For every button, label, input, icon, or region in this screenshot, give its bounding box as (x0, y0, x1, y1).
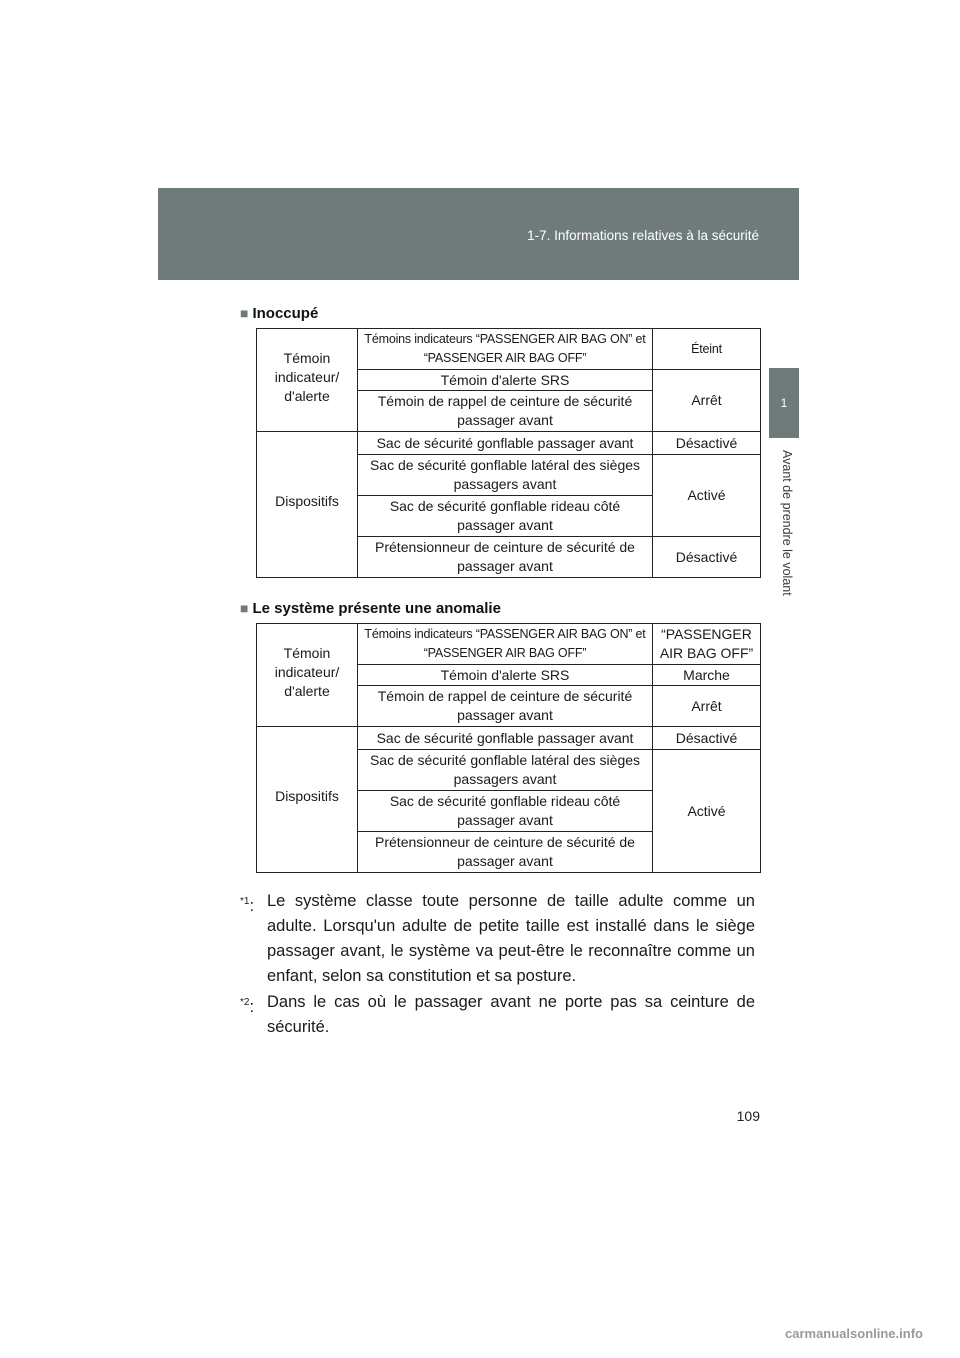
chapter-title: 1-7. Informations relatives à la sécurité (527, 228, 759, 243)
section-title-malfunction (240, 600, 501, 617)
state-passenger-lamps: Éteint (653, 329, 761, 370)
chapter-side-tab (769, 368, 799, 438)
chapter-side-caption: Avant de prendre le volant (780, 450, 794, 596)
footnote-2 (240, 990, 755, 1040)
state-front-airbag: Désactivé (653, 432, 761, 455)
section-title-unoccupied (240, 305, 318, 322)
status-table-unoccupied (256, 328, 761, 578)
row-passenger-lamps: Témoins indicateurs “PASSENGER AIR BAG ON” et “PASSENGER AIR BAG OFF” (358, 329, 653, 370)
row-srs-warning: Témoin d'alerte SRS (358, 665, 653, 686)
row-side-airbag: Sac de sécurité gonflable latéral des sièges passagers avant (358, 455, 653, 496)
row-pretensioner: Prétensionneur de ceinture de sécurité de passager avant (358, 832, 653, 873)
footnote-text: Le système classe toute personne de taille adulte comme un adulte. Lorsqu'un adulte de petite taille est installé dans le siège passager avant, le système va peut-être le reconnaître comme un enfant, selon sa constitution et sa posture. (267, 892, 755, 985)
footnote-1 (240, 889, 755, 989)
footnote-mark: $^{*1}$: (240, 896, 255, 915)
section-title-text: Inoccupé (252, 305, 319, 322)
category-indicator: Témoin indicateur/ d'alerte (257, 329, 358, 432)
square-bullet-icon: ■ (240, 305, 249, 321)
state-front-airbag: Désactivé (653, 727, 761, 750)
status-table-malfunction (256, 623, 761, 873)
watermark: carmanualsonline.info (785, 1326, 923, 1341)
footnote-mark: $^{*2}$: (240, 997, 255, 1016)
state-srs-warning: Marche (653, 665, 761, 686)
category-devices: Dispositifs (257, 432, 358, 578)
square-bullet-icon: ■ (240, 600, 249, 616)
chapter-header-band (158, 188, 799, 280)
state-side-curtain-pretensioner: Activé (653, 750, 761, 873)
section-title-text: Le système présente une anomalie (252, 600, 501, 617)
state-passenger-lamps: “PASSENGER AIR BAG OFF” (653, 624, 761, 665)
row-belt-reminder: Témoin de rappel de ceinture de sécurité passager avant (358, 686, 653, 727)
chapter-number: 1 (780, 396, 788, 410)
row-srs-warning: Témoin d'alerte SRS (358, 370, 653, 391)
row-front-airbag: Sac de sécurité gonflable passager avant (358, 727, 653, 750)
row-front-airbag: Sac de sécurité gonflable passager avant (358, 432, 653, 455)
row-pretensioner: Prétensionneur de ceinture de sécurité de passager avant (358, 537, 653, 578)
row-curtain-airbag: Sac de sécurité gonflable rideau côté passager avant (358, 791, 653, 832)
row-side-airbag: Sac de sécurité gonflable latéral des sièges passagers avant (358, 750, 653, 791)
state-pretensioner: Désactivé (653, 537, 761, 578)
state-belt-reminder: Arrêt (653, 686, 761, 727)
page-number: 109 (736, 1108, 760, 1124)
row-curtain-airbag: Sac de sécurité gonflable rideau côté passager avant (358, 496, 653, 537)
category-devices: Dispositifs (257, 727, 358, 873)
row-passenger-lamps: Témoins indicateurs “PASSENGER AIR BAG ON” et “PASSENGER AIR BAG OFF” (358, 624, 653, 665)
state-srs-and-belt: Arrêt (653, 370, 761, 432)
state-side-curtain-airbag: Activé (653, 455, 761, 537)
row-belt-reminder: Témoin de rappel de ceinture de sécurité passager avant (358, 391, 653, 432)
footnote-text: Dans le cas où le passager avant ne porte pas sa ceinture de sécurité. (267, 993, 755, 1036)
category-indicator: Témoin indicateur/ d'alerte (257, 624, 358, 727)
